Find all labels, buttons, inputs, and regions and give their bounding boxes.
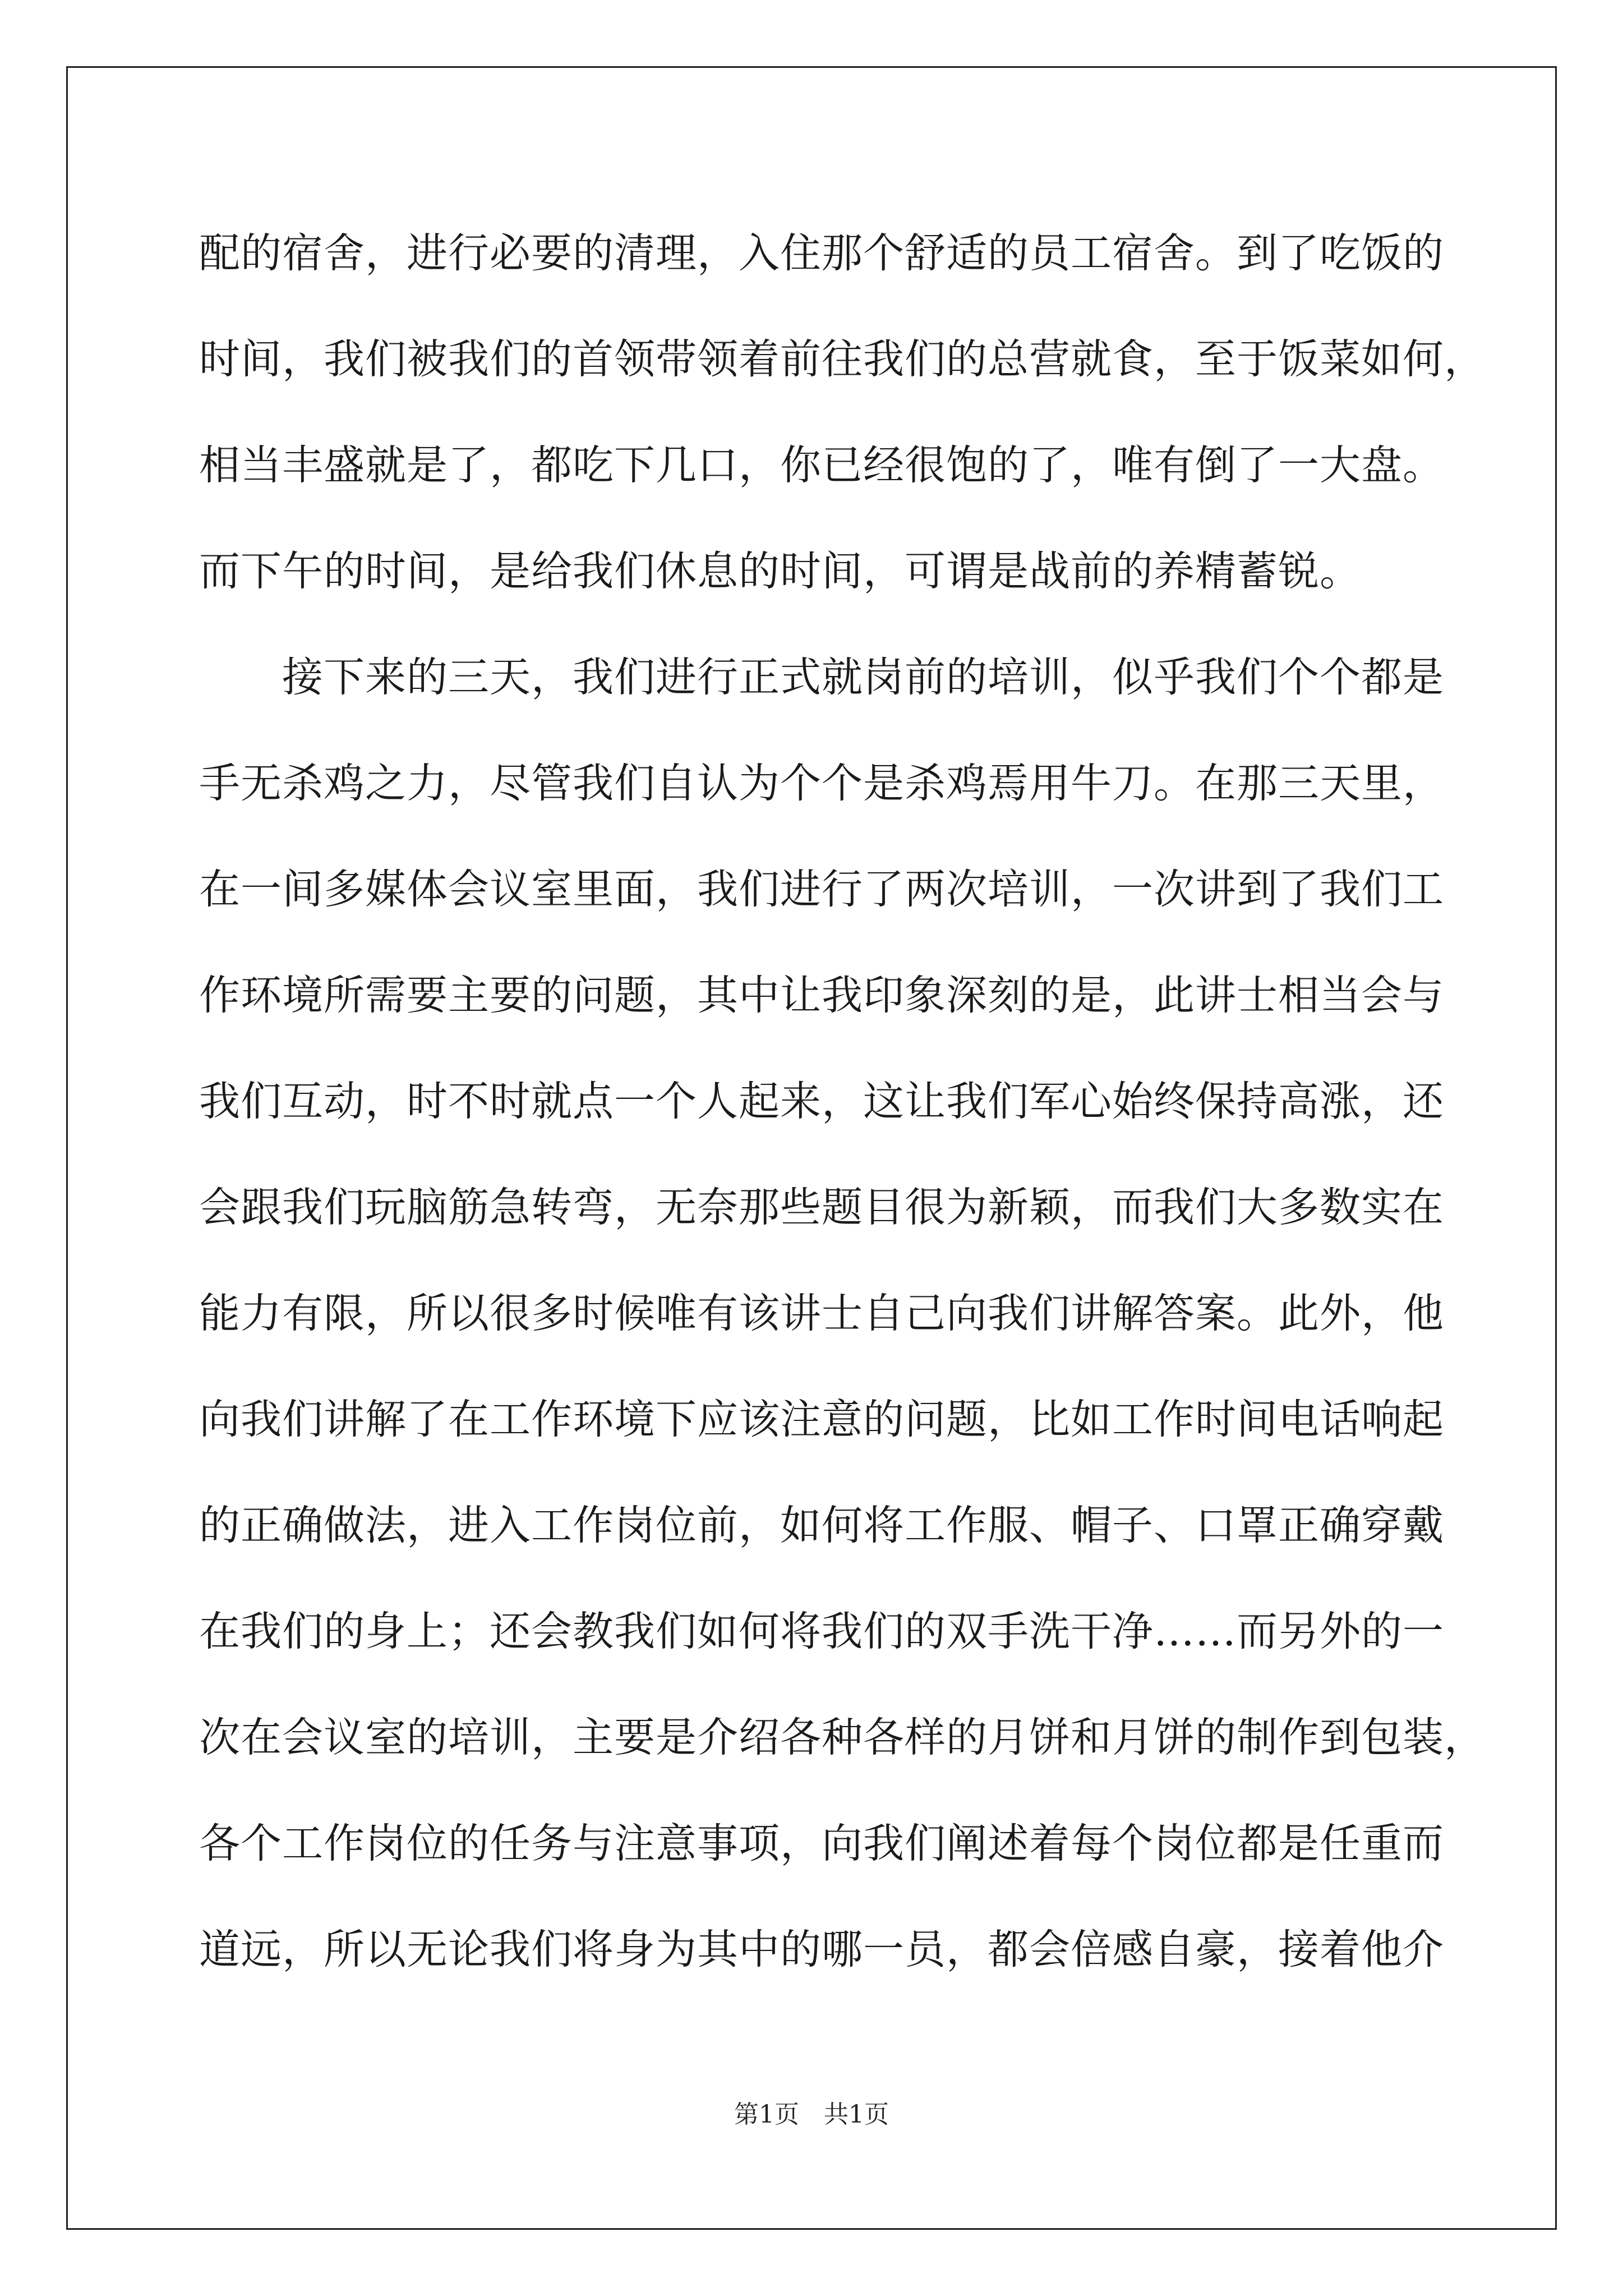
text-line: 会跟我们玩脑筋急转弯，无奈那些题目很为新颖，而我们大多数实在 [199,1184,1444,1231]
text-line: 而下午的时间，是给我们休息的时间，可谓是战前的养精蓄锐。 [199,547,1361,595]
page-number-footer: 第1页 共1页 [734,2100,889,2129]
text-line: 接下来的三天，我们进行正式就岗前的培训，似乎我们个个都是 [199,654,1444,701]
text-line: 作环境所需要主要的问题，其中让我印象深刻的是，此讲士相当会与 [199,972,1444,1019]
text-line: 能力有限，所以很多时候唯有该讲士自己向我们讲解答案。此外，他 [199,1290,1444,1337]
text-line: 向我们讲解了在工作环境下应该注意的问题，比如工作时间电话响起 [199,1396,1444,1443]
text-line: 我们互动，时不时就点一个人起来，这让我们军心始终保持高涨，还 [199,1078,1444,1125]
text-line: 的正确做法，进入工作岗位前，如何将工作服、帽子、口罩正确穿戴 [199,1502,1444,1549]
text-line: 相当丰盛就是了，都吃下几口，你已经很饱的了，唯有倒了一大盘。 [199,441,1444,489]
text-line: 各个工作岗位的任务与注意事项，向我们阐述着每个岗位都是任重而 [199,1820,1444,1867]
text-line: 在一间多媒体会议室里面，我们进行了两次培训，一次讲到了我们工 [199,866,1444,913]
text-line: 在我们的身上；还会教我们如何将我们的双手洗干净……而另外的一 [199,1608,1444,1655]
text-line: 时间，我们被我们的首领带领着前往我们的总营就食，至于饭菜如何， [199,335,1486,383]
text-line: 道远，所以无论我们将身为其中的哪一员，都会倍感自豪，接着他介 [199,1926,1444,1973]
text-line: 次在会议室的培训，主要是介绍各种各样的月饼和月饼的制作到包装， [199,1714,1486,1761]
text-line: 手无杀鸡之力，尽管我们自认为个个是杀鸡焉用牛刀。在那三天里， [199,760,1444,807]
text-line: 配的宿舍，进行必要的清理，入住那个舒适的员工宿舍。到了吃饭的 [199,229,1444,277]
